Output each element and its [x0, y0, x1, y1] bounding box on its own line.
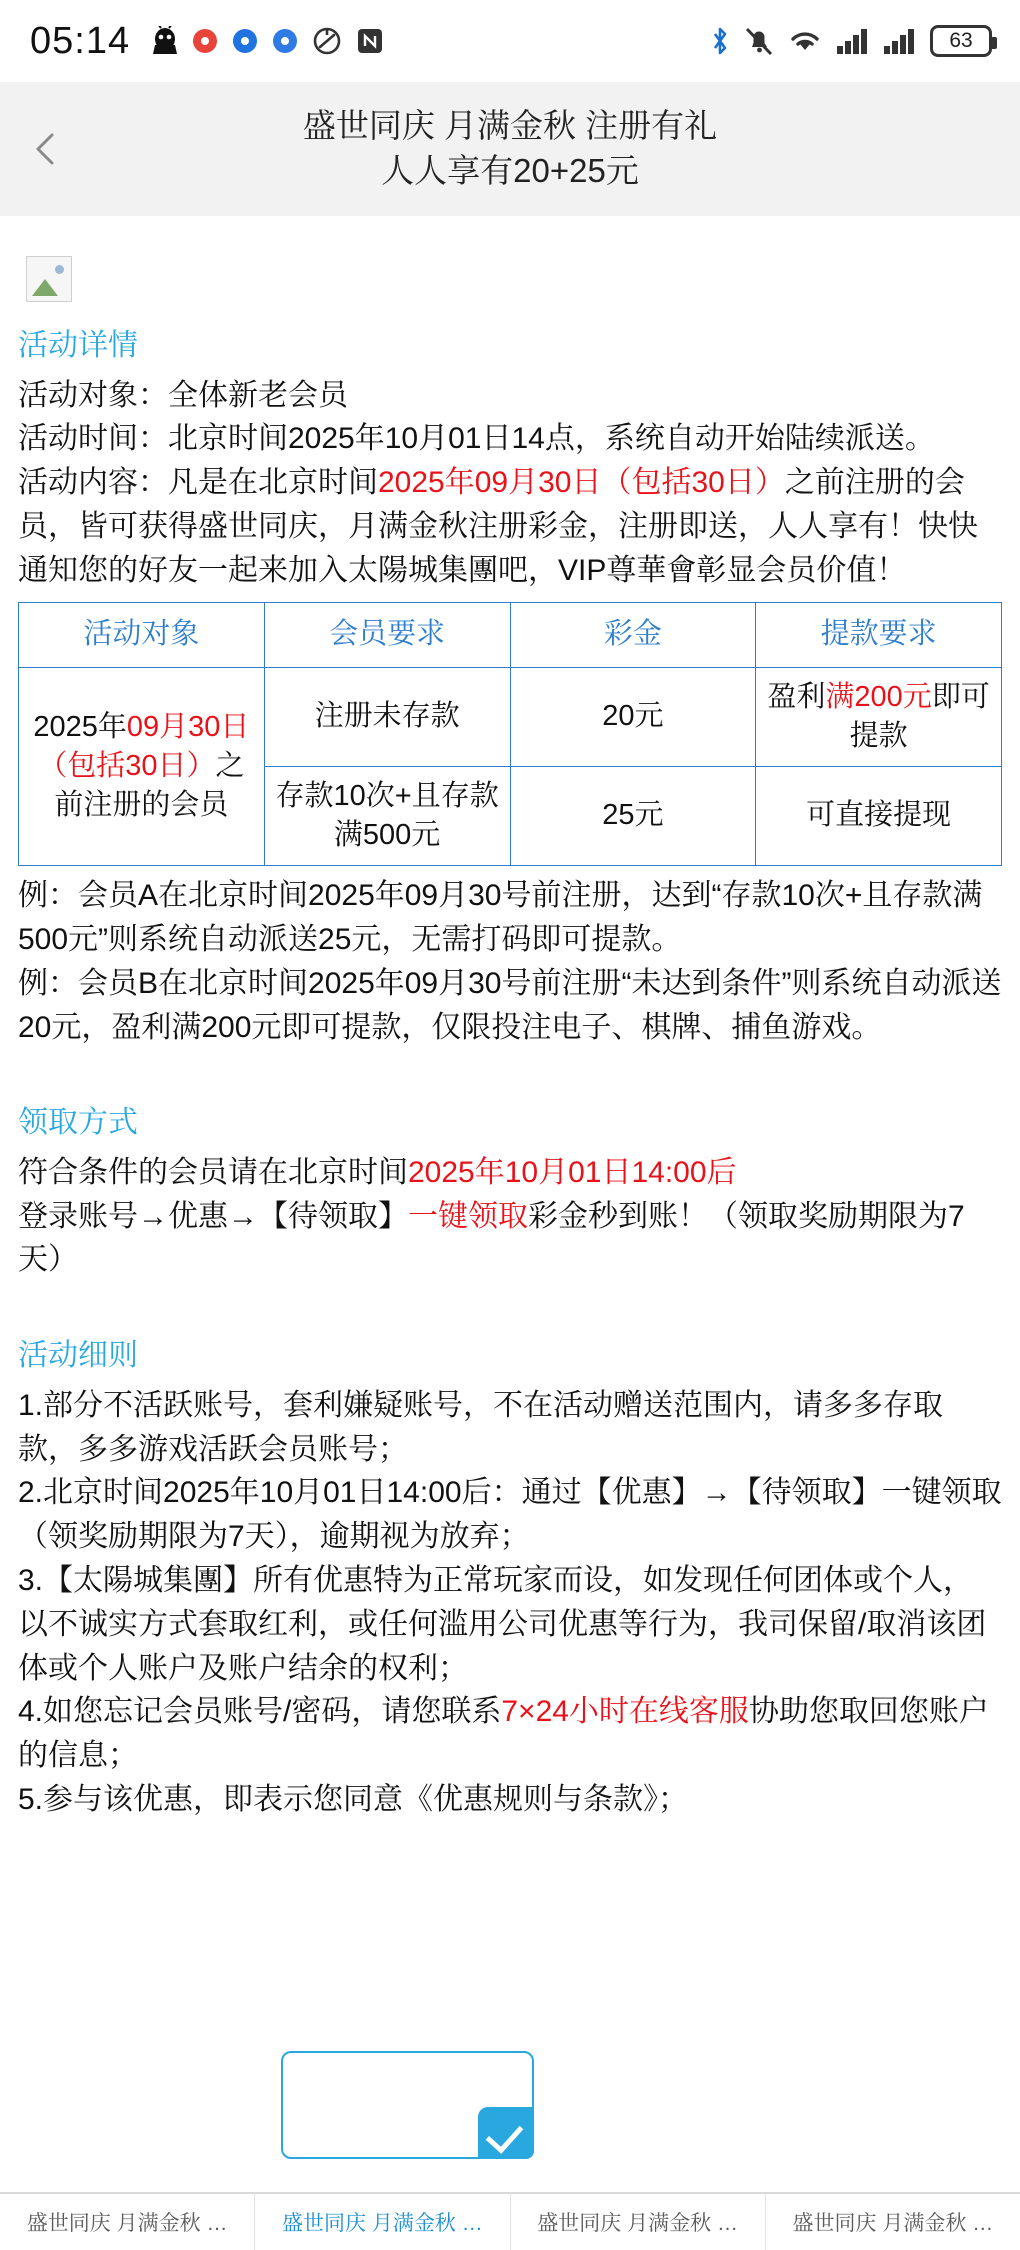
status-system-icons	[709, 0, 992, 82]
table-cell-target	[19, 667, 265, 866]
battery-indicator	[930, 25, 992, 57]
table-row	[19, 667, 1002, 766]
page-title	[0, 104, 1020, 193]
browser-tab-strip	[0, 2192, 1020, 2250]
tab-page-4[interactable]: 盛世同庆 月满金秋 …	[792, 2212, 994, 2235]
dot-red-icon	[192, 28, 218, 54]
promo-table	[18, 602, 1002, 866]
claim-line2-highlight: 一键领取	[408, 1199, 528, 1233]
table-cell-bonus-1: 20元	[510, 667, 756, 766]
bluetooth-icon	[709, 25, 731, 57]
dot-blue-icon-2	[272, 28, 298, 54]
rule-item4-highlight: 7×24小时在线客服	[501, 1695, 749, 1729]
rule-item-1: 1.部分不活跃账号，套利嫌疑账号，不在活动赠送范围内，请多多存取款，多多游戏活跃会员账号；	[18, 1388, 944, 1466]
activity-body-highlight: 2025年09月30日（包括30日）	[378, 466, 785, 500]
table-withdraw-plain2: 即可提款	[849, 680, 990, 752]
promo-content	[0, 216, 1020, 1822]
status-notification-icons	[152, 26, 384, 56]
signal-bars-icon-2	[883, 26, 917, 56]
activity-target-row	[18, 374, 1002, 418]
claim-line2-plain1: 登录账号→优惠→【待领取】	[18, 1199, 408, 1233]
selected-page-thumbnail[interactable]	[281, 2051, 534, 2159]
activity-body-part1: 凡是在北京时间	[168, 466, 378, 500]
table-header-bonus: 彩金	[510, 603, 756, 667]
table-cell-bonus-2: 25元	[510, 766, 756, 865]
page-title-line2: 人人享有20+25元	[381, 152, 639, 189]
signal-bars-icon	[836, 26, 870, 56]
back-button[interactable]	[26, 129, 66, 169]
example-b: 例：会员B在北京时间2025年09月30号前注册“未达到条件”则系统自动派送20元，盈利满200元即可提款，仅限投注电子、棋牌、捕鱼游戏。	[18, 966, 1002, 1044]
claim-line1-highlight: 2025年10月01日14:00后	[408, 1155, 737, 1189]
rule-item-3: 3.【太陽城集團】所有优惠特为正常玩家而设，如发现任何团体或个人，以不诚实方式套取红利，或任何滥用公司优惠等行为，我司保留/取消该团体或个人账户及账户结余的权利；	[18, 1563, 987, 1685]
table-target-plain1: 2025年	[33, 710, 127, 743]
section-heading-rules: 活动细则	[18, 1339, 138, 1373]
table-header-withdraw: 提款要求	[756, 603, 1002, 667]
rule-item-5: 5.参与该优惠，即表示您同意《优惠规则与条款》；	[18, 1782, 689, 1816]
qq-icon	[152, 26, 178, 56]
activity-time-row	[18, 417, 1002, 461]
table-cell-requirement-1: 注册未存款	[264, 667, 510, 766]
wifi-icon	[787, 26, 823, 56]
activity-body-part2: 之前注册的会员，皆可获得盛世同庆，月满金秋注册彩金，注册即送，人人享有！快快通知您的好友一起来加入太陽城集團吧，VIP尊華會彰显会员价值！	[18, 466, 978, 587]
page-title-line1: 盛世同庆 月满金秋 注册有礼	[302, 107, 718, 145]
spacer	[18, 1282, 1002, 1316]
nfc-icon	[356, 27, 384, 55]
rule-item-4	[18, 1690, 1002, 1778]
section-heading-details: 活动详情	[18, 329, 138, 362]
broken-image-icon	[26, 256, 72, 302]
activity-body-label: 活动内容：	[18, 466, 168, 500]
section-heading-claim: 领取方式	[18, 1106, 138, 1140]
example-a: 例：会员A在北京时间2025年09月30号前注册，达到“存款10次+且存款满500元”则系统自动派送25元，无需打码即可提款。	[18, 879, 983, 956]
table-cell-withdraw-1	[756, 667, 1002, 766]
activity-time-value: 北京时间2025年10月01日14点，系统自动开始陆续派送。	[168, 422, 935, 456]
page-header	[0, 82, 1020, 216]
dot-blue-icon	[232, 28, 258, 54]
rule-item-2: 2.北京时间2025年10月01日14:00后：通过【优惠】→【待领取】一键领取（领奖励期限为7天），逾期视为放弃；	[18, 1476, 1002, 1554]
status-clock: 05:14	[30, 19, 131, 62]
battery-level-label: 63	[949, 29, 973, 52]
table-header-requirement: 会员要求	[264, 603, 510, 667]
table-cell-requirement-2: 存款10次+且存款满500元	[264, 766, 510, 865]
rule-item4-plain1: 4.如您忘记会员账号/密码，请您联系	[18, 1695, 502, 1729]
activity-time-label: 活动时间：	[18, 422, 168, 456]
mute-bell-icon	[744, 25, 774, 57]
activity-target-value: 全体新老会员	[168, 378, 348, 412]
table-header-row	[19, 603, 1002, 667]
activity-target-label: 活动对象：	[18, 378, 168, 412]
check-icon	[478, 2107, 534, 2159]
rule-item4-plain2: 协助您取回您账户的信息；	[18, 1695, 989, 1773]
claim-line2-plain2: 彩金秒到账！（领取奖励期限为7天）	[18, 1199, 965, 1277]
tab-page-1[interactable]: 盛世同庆 月满金秋 …	[0, 2194, 255, 2250]
table-header-target: 活动对象	[19, 603, 265, 667]
table-cell-withdraw-2: 可直接提现	[756, 766, 1002, 865]
activity-body-row	[18, 461, 1002, 592]
claim-line-2	[18, 1195, 1002, 1283]
table-target-highlight: 09月30日（包括30日）	[38, 710, 250, 782]
status-bar	[0, 0, 1020, 82]
activity-ring-icon	[312, 26, 342, 56]
spacer	[18, 1049, 1002, 1083]
tab-page-3[interactable]: 盛世同庆 月满金秋 …	[511, 2194, 766, 2250]
claim-line1-plain: 符合条件的会员请在北京时间	[18, 1155, 408, 1189]
tab-page-2[interactable]: 盛世同庆 月满金秋 …	[255, 2194, 510, 2250]
table-withdraw-highlight: 满200元	[825, 680, 932, 713]
table-target-plain2: 之前注册的会员	[54, 749, 245, 821]
claim-line-1	[18, 1151, 1002, 1195]
table-withdraw-plain1: 盈利	[767, 680, 826, 713]
